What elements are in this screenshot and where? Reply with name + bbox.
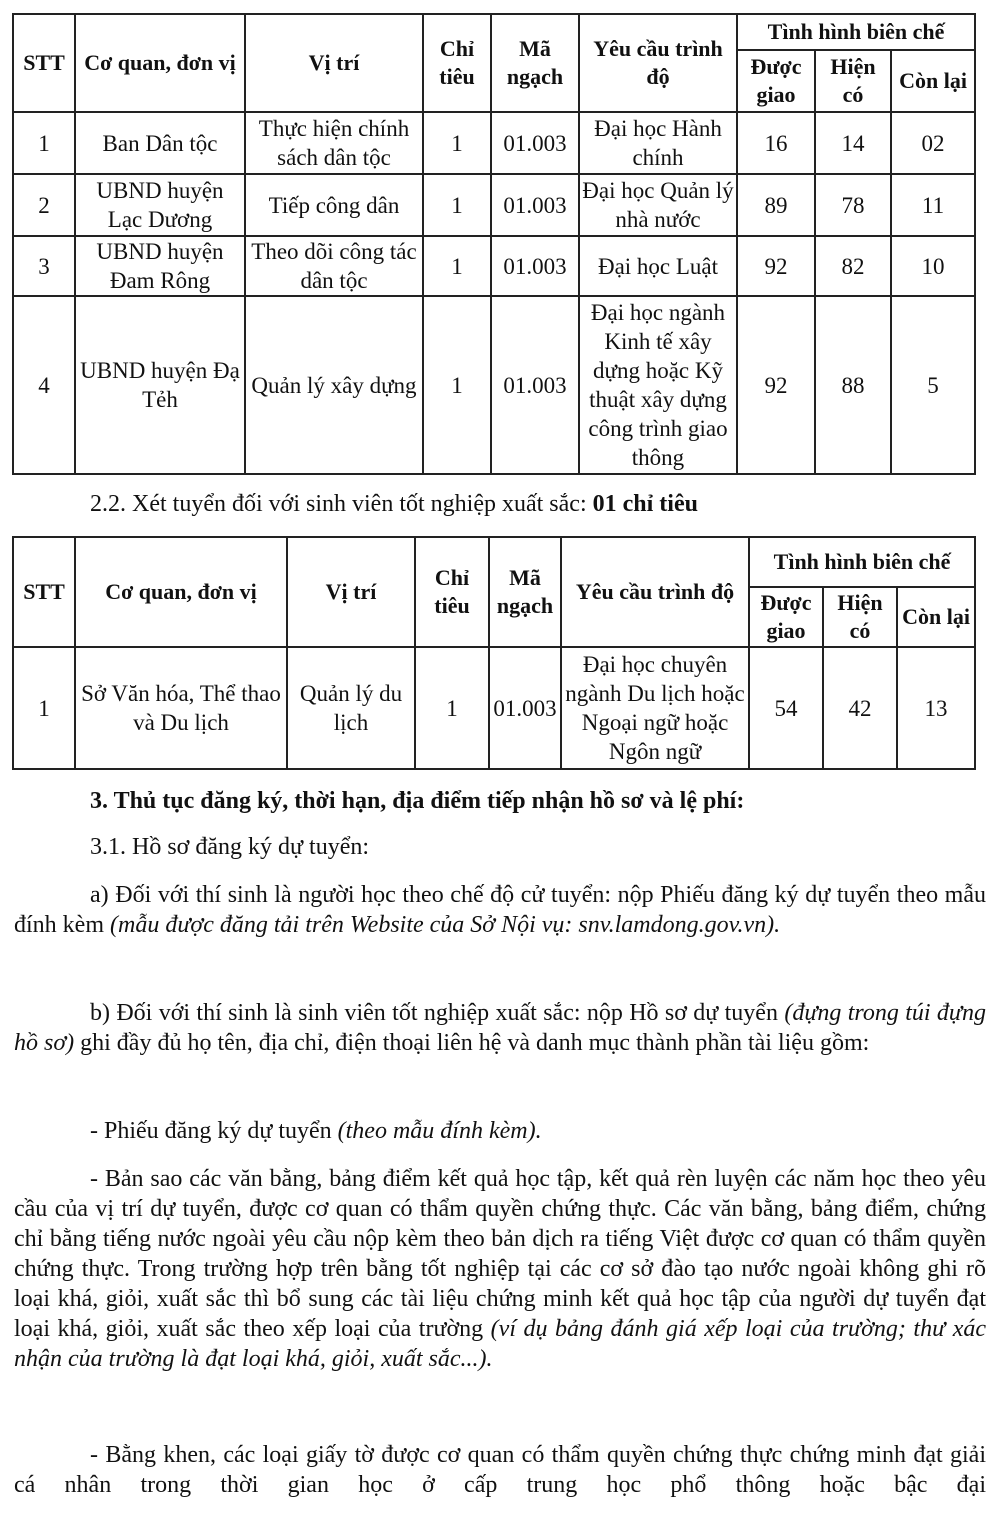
cell-ma-ngach: 01.003 [491, 296, 579, 474]
header-duoc-giao: Được giao [737, 50, 815, 112]
section-3-1-heading: 3.1. Hồ sơ đăng ký dự tuyển: [90, 834, 370, 860]
header-stt: STT [13, 537, 75, 647]
cell-hien-co: 78 [815, 174, 891, 236]
paragraph-b [14, 998, 986, 1058]
cell-co-quan: UBND huyện Đạ Tẻh [75, 296, 245, 474]
section-2-2-quota: 01 chỉ tiêu [592, 491, 698, 517]
recruitment-table-2 [12, 536, 976, 770]
cell-con-lai: 10 [891, 236, 975, 296]
section-2-2-text: 2.2. Xét tuyển đối với sinh viên tốt nghiệp xuất sắc: [90, 491, 593, 517]
header-duoc-giao: Được giao [749, 587, 823, 647]
table-row [13, 647, 975, 769]
bullet-2-text: - Bản sao các văn bằng, bảng điểm kết quả học tập, kết quả rèn luyện các năm học theo yêu cầu của vị trí dự tuyển, được cơ quan có thẩm quyền chứng thực. Các văn bằng, bảng điểm, chứng chỉ bằng tiếng nước ngoài yêu cầu nộp kèm theo bản dịch ra tiếng Việt được cơ quan có thẩm quyền chứng thực. Trong trường hợp trên bằng tốt nghiệp tại các cơ sở đào tạo nước ngoài không ghi rõ loại khá, giỏi, xuất sắc thì bổ sung các tài liệu chứng minh kết quả học tập của người dự tuyển đạt loại khá, giỏi, xuất sắc theo xếp loại của trường [14, 1166, 986, 1342]
cell-co-quan: UBND huyện Đam Rông [75, 236, 245, 296]
cell-vi-tri: Thực hiện chính sách dân tộc [245, 112, 423, 174]
table-row [13, 112, 975, 174]
cell-con-lai: 02 [891, 112, 975, 174]
cell-stt: 1 [13, 647, 75, 769]
cell-hien-co: 82 [815, 236, 891, 296]
cell-co-quan: Ban Dân tộc [75, 112, 245, 174]
paragraph-b-italic: (đựng trong túi đựng hồ sơ) [14, 1000, 987, 1056]
header-co-quan: Cơ quan, đơn vị [75, 537, 287, 647]
paragraph-a [14, 880, 986, 940]
cell-ma-ngach: 01.003 [491, 112, 579, 174]
header-yeu-cau: Yêu cầu trình độ [579, 14, 737, 112]
table-row [13, 236, 975, 296]
cell-chi-tieu: 1 [423, 174, 491, 236]
header-con-lai: Còn lại [891, 50, 975, 112]
bullet-3-text: - Bằng khen, các loại giấy tờ được cơ quan có thẩm quyền chứng thực chứng minh đạt giải cá nhân trong thời gian học ở cấp trung học phổ thông hoặc bậc đại [14, 1442, 986, 1498]
header-ma-ngach: Mã ngạch [489, 537, 561, 647]
cell-duoc-giao: 92 [737, 236, 815, 296]
header-chi-tieu: Chỉ tiêu [415, 537, 489, 647]
paragraph-a-text: a) Đối với thí sinh là người học theo chế độ cử tuyển: nộp Phiếu đăng ký dự tuyển theo mẫu đính kèm [14, 882, 986, 938]
section-3-heading: 3. Thủ tục đăng ký, thời hạn, địa điểm tiếp nhận hồ sơ và lệ phí: [90, 788, 745, 814]
cell-vi-tri: Tiếp công dân [245, 174, 423, 236]
cell-co-quan: UBND huyện Lạc Dương [75, 174, 245, 236]
cell-con-lai: 11 [891, 174, 975, 236]
cell-stt: 3 [13, 236, 75, 296]
cell-ma-ngach: 01.003 [491, 174, 579, 236]
header-chi-tieu: Chỉ tiêu [423, 14, 491, 112]
header-vi-tri: Vị trí [287, 537, 415, 647]
cell-ma-ngach: 01.003 [489, 647, 561, 769]
cell-chi-tieu: 1 [423, 296, 491, 474]
cell-vi-tri: Quản lý du lịch [287, 647, 415, 769]
header-stt: STT [13, 14, 75, 112]
cell-yeu-cau: Đại học chuyên ngành Du lịch hoặc Ngoại ngữ hoặc Ngôn ngữ [561, 647, 749, 769]
cell-co-quan: Sở Văn hóa, Thể thao và Du lịch [75, 647, 287, 769]
cell-con-lai: 5 [891, 296, 975, 474]
table-row [13, 174, 975, 236]
cell-yeu-cau: Đại học Luật [579, 236, 737, 296]
cell-duoc-giao: 54 [749, 647, 823, 769]
cell-con-lai: 13 [897, 647, 975, 769]
cell-chi-tieu: 1 [423, 236, 491, 296]
cell-ma-ngach: 01.003 [491, 236, 579, 296]
paragraph-b-text-2: ghi đầy đủ họ tên, địa chỉ, điện thoại liên hệ và danh mục thành phần tài liệu gồm: [74, 1030, 870, 1056]
cell-duoc-giao: 92 [737, 296, 815, 474]
paragraph-a-italic: (mẫu được đăng tải trên Website của Sở Nội vụ: snv.lamdong.gov.vn). [110, 912, 781, 938]
cell-stt: 4 [13, 296, 75, 474]
cell-yeu-cau: Đại học Quản lý nhà nước [579, 174, 737, 236]
cell-vi-tri: Theo dõi công tác dân tộc [245, 236, 423, 296]
cell-vi-tri: Quản lý xây dựng [245, 296, 423, 474]
cell-hien-co: 42 [823, 647, 897, 769]
header-yeu-cau: Yêu cầu trình độ [561, 537, 749, 647]
header-con-lai: Còn lại [897, 587, 975, 647]
header-tinh-hinh: Tình hình biên chế [749, 537, 975, 587]
cell-hien-co: 88 [815, 296, 891, 474]
header-hien-co: Hiện có [815, 50, 891, 112]
cell-stt: 1 [13, 112, 75, 174]
bullet-1-text: - Phiếu đăng ký dự tuyển [90, 1118, 338, 1144]
header-vi-tri: Vị trí [245, 14, 423, 112]
header-ma-ngach: Mã ngạch [491, 14, 579, 112]
bullet-2 [14, 1164, 986, 1374]
cell-yeu-cau: Đại học ngành Kinh tế xây dựng hoặc Kỹ thuật xây dựng công trình giao thông [579, 296, 737, 474]
cell-duoc-giao: 16 [737, 112, 815, 174]
bullet-1-italic: (theo mẫu đính kèm). [337, 1118, 542, 1144]
bullet-3 [14, 1440, 986, 1500]
bullet-2-italic: (ví dụ bảng đánh giá xếp loại của trường; thư xác nhận của trường là đạt loại khá, giỏi, xuất sắc...). [14, 1316, 987, 1372]
cell-chi-tieu: 1 [415, 647, 489, 769]
header-tinh-hinh: Tình hình biên chế [737, 14, 975, 50]
cell-stt: 2 [13, 174, 75, 236]
header-hien-co: Hiện có [823, 587, 897, 647]
table-row [13, 296, 975, 474]
section-2-2-heading [90, 489, 980, 519]
cell-duoc-giao: 89 [737, 174, 815, 236]
recruitment-table-1 [12, 13, 976, 475]
cell-yeu-cau: Đại học Hành chính [579, 112, 737, 174]
cell-chi-tieu: 1 [423, 112, 491, 174]
paragraph-b-text: b) Đối với thí sinh là sinh viên tốt nghiệp xuất sắc: nộp Hồ sơ dự tuyển [90, 1000, 785, 1026]
bullet-1 [14, 1116, 986, 1146]
header-co-quan: Cơ quan, đơn vị [75, 14, 245, 112]
cell-hien-co: 14 [815, 112, 891, 174]
